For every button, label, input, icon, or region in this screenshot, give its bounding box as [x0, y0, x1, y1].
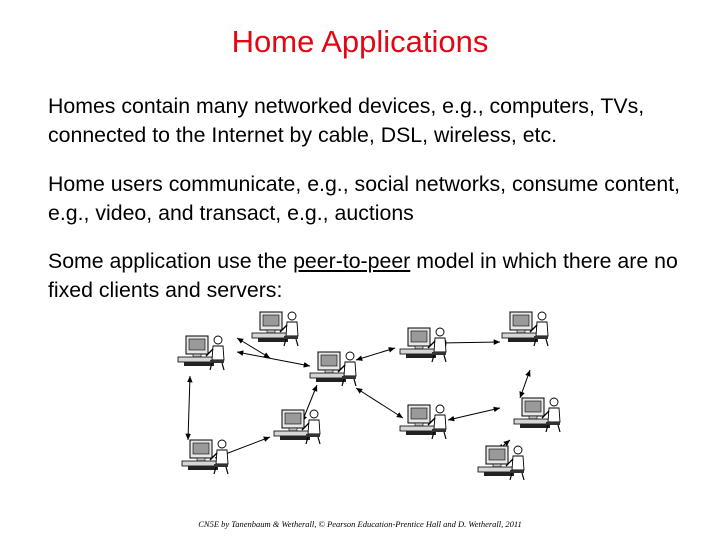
arrow-2 — [237, 352, 310, 366]
peer-4 — [310, 352, 356, 386]
peer-7 — [274, 410, 320, 444]
peer-10 — [478, 446, 524, 480]
arrow-5 — [188, 376, 190, 440]
connection-arrows — [188, 338, 530, 458]
slide-title: Home Applications — [231, 24, 489, 59]
p2p-text-after: model in which there are no fixed clients and servers: — [48, 249, 678, 302]
arrow-3 — [356, 348, 395, 360]
arrow-7 — [356, 388, 403, 418]
peer-9 — [182, 440, 228, 474]
peer-3 — [400, 328, 446, 362]
paragraph-home-devices: Homes contain many networked devices, e.g., computers, TVs, connected to the Internet by cable, DSL, wireless, etc. — [48, 94, 645, 147]
arrow-4 — [440, 342, 500, 343]
peer-2 — [178, 336, 224, 370]
peer-1 — [252, 312, 298, 346]
p2p-term: peer-to-peer — [293, 249, 411, 273]
arrow-8 — [448, 408, 500, 420]
paragraph-home-users: Home users communicate, e.g., social networks, consume content, e.g., video, and transact, e.g., auctions — [48, 172, 681, 225]
footer-credit: CN5E by Tanenbaum & Wetherall, © Pearson Education-Prentice Hall and D. Wetherall, 2011 — [198, 519, 522, 529]
peer-5 — [502, 312, 548, 346]
arrow-9 — [520, 370, 530, 398]
peer-8 — [400, 405, 446, 439]
p2p-text-before: Some application use the — [48, 249, 294, 273]
peer-6 — [514, 398, 560, 432]
